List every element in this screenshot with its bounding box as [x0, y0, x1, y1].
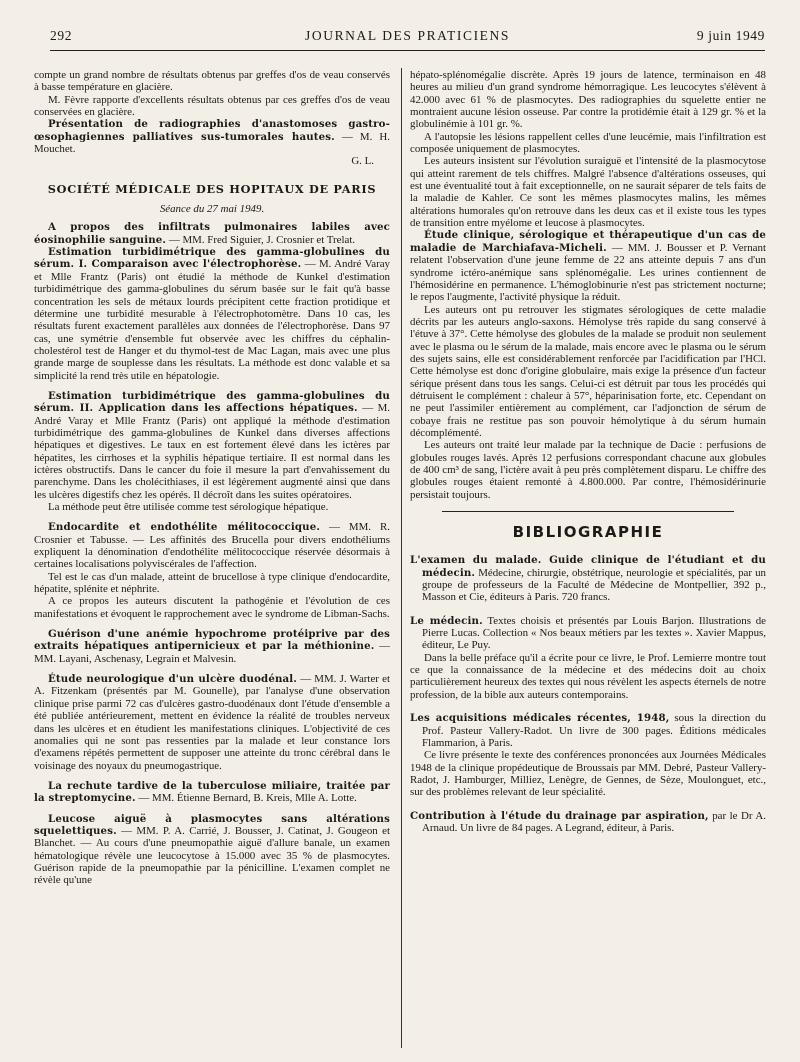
book-text: sous la direction du Prof. Pasteur Vallery-Radot. Un livre de 300 pages. Éditions médicales Flammarion, à Paris. — [422, 712, 766, 749]
signature: G. L. — [351, 155, 374, 168]
paragraph: A l'autopsie les lésions rappellent celles d'une leucémie, mais l'infiltration est composée uniquement de plasmocytes. — [410, 130, 766, 156]
article-text: — MM. J. Bousser et P. Vernant relatent l'observation d'une jeune femme de 22 ans atteinte depuis 7 ans d'un syndrome ictéro-anémique sans splénomégalie. Les urines contiennent de l'hémosidérine en permanence. L'hémoglobinurie n'est pas strictement nocturne; le repos l'augmente, l'activité physique la réduit. — [410, 241, 766, 304]
paragraph: Les auteurs ont traité leur malade par la technique de Dacie : perfusions de globules rouges lavés. Après 12 perfusions correspondant chacune aux globules de 400 cm³ de sang, l'ictère avait à peu près complètement disparu. Le chiffre des globules rouges étaient remonté à 4.800.000. Par contre, l'hémosidérinurie persistait toujours. — [410, 439, 766, 501]
article-text: — MM. R. Crosnier et Tabusse. — Les affinités des Brucella pour divers endothéliums expliquent la dénomination d'endothélite mélitococcique réservée désormais à certaines localisations polyviscérales de l'affection. — [34, 521, 390, 571]
header-rule — [50, 50, 765, 51]
article-title: La rechute tardive de la tuberculose miliaire, traitée par la streptomycine. — [34, 779, 390, 805]
article-entry — [410, 229, 766, 303]
page-number: 292 — [50, 28, 73, 43]
article-entry — [34, 221, 390, 246]
book-text: Textes choisis et présentés par Louis Barjon. Illustrations de Pierre Lucas. Collection « Nos beaux métiers par les textes ». Xavier Mappus, éditeur, Le Puy. — [422, 614, 767, 652]
book-title: Les acquisitions médicales récentes, 1948, — [410, 712, 670, 725]
book-title: L'examen du malade. Guide clinique de l'étudiant et du médecin. — [410, 554, 766, 579]
article-title: Estimation turbidimétrique des gamma-globulines du sérum. II. Application dans les affections hépatiques. — [34, 389, 390, 415]
article-title: Endocardite et endothélite mélitococcique. — [48, 521, 321, 534]
article-title: A propos des infiltrats pulmonaires labiles avec éosinophilie sanguine. — [34, 221, 390, 246]
article-title: Étude neurologique d'un ulcère duodénal. — [48, 673, 297, 686]
running-header — [50, 28, 765, 46]
paragraph: Les auteurs insistent sur l'évolution suraiguë et l'intensité de la plasmocytose qui atteint rarement de tels chiffres. Malgré l'absence d'altérations osseuses, qui est une éventualité tout à fait exceptionnelle, on ne saurait séparer de tels faits de la maladie de Kahler. Ce sont les mêmes plasmocytes malins, les mêmes altérations humorales qu'on retrouve dans les deux cas et il existe tous les types de transition entre myélome et leucose à plasmocytes. — [410, 155, 766, 230]
book-entry — [410, 554, 766, 603]
book-text: Médecine, chirurgie, obstétrique, neurologie et spécialités, par un groupe de professeurs de la Faculté de Médecine de Montpellier, 392 p., Masson et Cie, éditeurs à Paris. 720 francs. — [422, 566, 766, 604]
article-text: — MM. Layani, Aschenasy, Legrain et Malvesin. — [34, 640, 390, 665]
article-entry — [34, 246, 390, 382]
paragraph: Tel est le cas d'un malade, atteint de brucellose à type clinique d'endocardite, hépatite, splénite et néphrite. — [34, 570, 390, 596]
section-rule — [442, 511, 734, 512]
book-text: par le Dr A. Arnaud. Un livre de 84 pages. A Legrand, éditeur, à Paris. — [422, 809, 766, 834]
article-title: Étude clinique, sérologique et thérapeutique d'un cas de maladie de Marchiafava-Micheli. — [410, 229, 766, 254]
article-text: — MM. J. Warter et A. Fitzenkam (présentés par M. Gounelle), par l'analyse d'une observation clinique prise parmi 72 cas d'ulcères gastro-duodénaux dont l'étude d'ensemble a été publiée antérieurement, mettent en évidence la réalité de troubles nerveux dans les ulcères et en étudient les manifestations cliniques. L'objectivité de ces anomalies qui ne sont pas ressenties par la malade et leur constance lors d'examens répétés permettent de supposer une atteinte du tronc cérébral dans le voisinage des noyaux du pneumogastrique. — [34, 673, 390, 772]
left-column — [34, 69, 390, 887]
paragraph: M. Fèvre rapporte d'excellents résultats obtenus par ces greffes d'os de veau conservées en glacière. — [34, 93, 390, 119]
right-column — [410, 69, 766, 834]
article-text: — MM. Fred Siguier, J. Crosnier et Trelat. — [166, 233, 356, 246]
article-entry — [34, 673, 390, 772]
article-entry — [34, 780, 390, 805]
paragraph: compte un grand nombre de résultats obtenus par greffes d'os de veau conservés à basse température en glacière. — [34, 69, 390, 94]
article-text: — MM. P. A. Carrié, J. Bousser, J. Catinat, J. Gougeon et Blanchet. — Au cours d'une pneumopathie aiguë d'allure banale, un examen hématologique révèle une leucocytose à 15.000 avec 35 % de plasmocytes. Guérison rapide de la pneumopathie par la pénicilline. L'examen complet ne révèle qu'une — [34, 824, 390, 887]
book-title: Contribution à l'étude du drainage par aspiration, — [410, 809, 709, 822]
article-title: Guérison d'une anémie hypochrome protéiprive par des extraits hépatiques antipernicieux et par la méthionine. — [34, 628, 390, 653]
book-entry — [410, 615, 766, 652]
article-title: Leucose aiguë à plasmocytes sans altérations squelettiques. — [34, 812, 390, 837]
paragraph: Les auteurs ont pu retrouver les stigmates sérologiques de cette maladie décrits par les auteurs anglo-saxons. Hémolyse très rapide du sang conservé à l'étuve à 37°. Cette hémolyse des globules de la malade se produit non seulement avec le plasma ou le sérum de la malade, mais encore avec le plasma ou le sérum des sujets sains, elle est considérablement renforcée par l'acidification par l'HCl. Cette hémolyse est donc d'origine globulaire, mais exige la présence d'un facteur sérique présent dans tous les sangs. Celui-ci est détruit par tous les procédés qui détruisent le complément : chaleur à 57°, héparinisation forte, etc. Cependant on ne peut l'assimiler entièrement au complément, car l'adjonction de sérum de cobaye frais ne restitue pas son pouvoir hémolytique à du sérum humain décomplémenté. — [410, 303, 766, 439]
paragraph: La méthode peut être utilisée comme test sérologique hépatique. — [48, 501, 329, 513]
paragraph: A ce propos les auteurs discutent la pathogénie et l'évolution de ces manifestations et évoquent le rapprochement avec le syndrome de Libman-Sachs. — [34, 595, 390, 620]
column-divider — [401, 68, 402, 1048]
issue-date: 9 juin 1949 — [696, 28, 765, 43]
bibliography-heading: BIBLIOGRAPHIE — [512, 523, 664, 542]
article-text: — M. André Varay et Mlle Frantz (Paris) ont étudié la méthode de Kunkel d'estimation turbidimétrique des gamma-globulines du sérum basée sur le fait qu'à basse concentration les sels de métaux lourds précipitent cette fraction protidique et détermine une turbidité mesurable à l'électrophotomètre. Dans 10 cas, les résultats furent exactement parallèles aux données de l'électrophorèse. Dans 97 cas, une symétrie d'ensemble fut observée avec les chiffres du céphalin-cholestérol test de Hanger et du thymol-test de Mac Lagan, mais avec une plus grande marge de souplesse dans les résultats. La méthode est donc valable et sa simplicité la rend très utile en hépatologie. — [34, 258, 390, 382]
article-text: — MM. Étienne Bernard, B. Kreis, Mlle A. Lotte. — [135, 792, 357, 805]
article-title: Estimation turbidimétrique des gamma-globulines du sérum. I. Comparaison avec l'électrophorèse. — [34, 246, 390, 271]
journal-title: JOURNAL DES PRATICIENS — [305, 28, 510, 43]
article-entry — [34, 813, 390, 887]
society-heading: SOCIÉTÉ MÉDICALE DES HOPITAUX DE PARIS — [47, 181, 377, 196]
article-text: — M. H. Mouchet. — [34, 130, 390, 156]
paragraph: Dans la belle préface qu'il a écrite pour ce livre, le Prof. Lemierre montre tout ce que la connaissance de la médecine et des médecins doit au choix particulièrement heureux des textes qui nous révèlent les aspects éternels de notre profession, de la bible aux auteurs contemporains. — [410, 651, 766, 701]
article-entry — [34, 521, 390, 570]
article-entry — [34, 118, 390, 155]
article-title: Présentation de radiographies d'anastomoses gastro-œsophagiennes palliatives sus-tumorales hautes. — [34, 118, 390, 143]
article-entry — [34, 628, 390, 665]
book-entry — [410, 712, 766, 749]
article-text: — M. André Varay et Mlle Frantz (Paris) ont appliqué la méthode d'estimation turbidimétrique des gamma-globulines de Kunkel dans diverses affections hépatiques et digestives. Le taux en est fortement élevé dans les ictères par hépatites, les cirrhoses et la syphilis hépatique tertiaire. Il est normal dans les ictères obstructifs. Dans le cancer du foie il mesure la part d'envahissement du parenchyme. Dans les cholécithiases, il est légèrement augmenté ainsi que dans les ulcères digestifs chez les opérés. Il décroît dans les suites opératoires. — [34, 402, 390, 501]
book-title: Le médecin. — [410, 614, 483, 627]
session-date: Séance du 27 mai 1949. — [159, 203, 265, 216]
book-entry — [410, 810, 766, 835]
article-entry — [34, 390, 390, 501]
paragraph: Ce livre présente le texte des conférences prononcées aux Journées Médicales 1948 de la clinique propédeutique de Broussais par MM. Debré, Pasteur Vallery-Radot, J. Hamburger, Milliez, Lenègre, de Gennes, de Sèze, Moulonguet, etc., sur des problèmes relevant de leur spécialité. — [410, 749, 766, 799]
paragraph: hépato-splénomégalie discrète. Après 19 jours de latence, terminaison en 48 heures au milieu d'un grand syndrome hémorragique. Les leucocytes s'élèvent à 42.000 avec 61 % de plasmocytes. Des radiographies du squelette entier ne montraient aucune lésion osseuse. Par contre la protidémie était à 129 gr. % et la globulinémie à 101 gr. %. — [410, 69, 766, 131]
